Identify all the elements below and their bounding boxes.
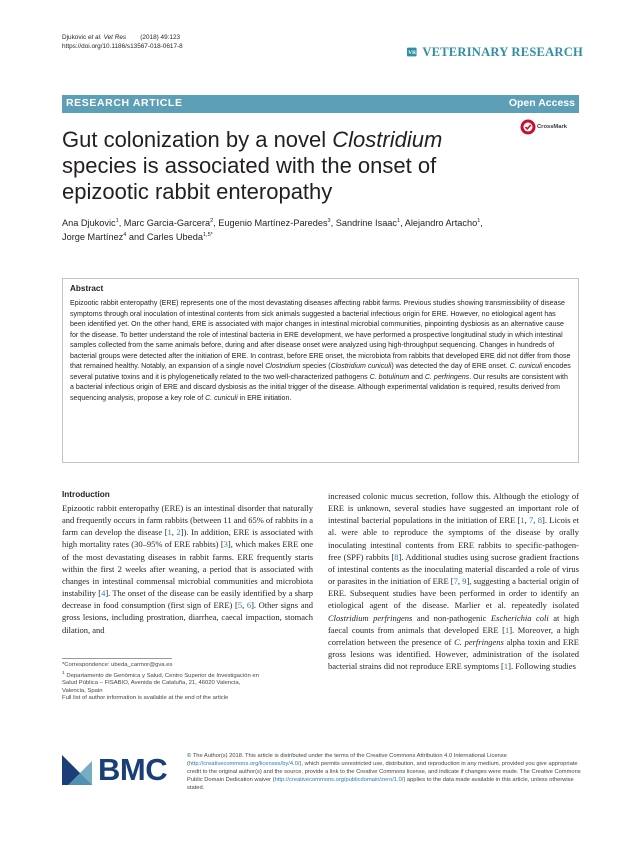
publisher-name: BMC bbox=[98, 752, 168, 787]
citation-journal: et al. Vet Res bbox=[87, 34, 127, 41]
citation-authors: Djukovic bbox=[62, 34, 87, 41]
title-part-2: species is associated with the onset of epizootic rabbit enteropathy bbox=[62, 153, 437, 204]
citation-link[interactable]: 3 bbox=[223, 539, 228, 550]
crossmark-label: CrossMark bbox=[537, 124, 567, 130]
author-info-note: Full list of author information is available at the end of the article bbox=[62, 695, 229, 702]
title-part-1: Gut colonization by a novel bbox=[62, 127, 333, 152]
citation-link[interactable]: 7 bbox=[453, 576, 458, 587]
authors-and: and bbox=[128, 232, 145, 242]
crossmark-icon bbox=[520, 119, 536, 135]
doi-link[interactable]: https://doi.org/10.1186/s13567-018-0617-8 bbox=[62, 43, 183, 50]
journal-logo bbox=[407, 38, 583, 66]
citation-link[interactable]: 6 bbox=[246, 600, 252, 611]
abstract-heading: Abstract bbox=[70, 284, 104, 293]
article-type-band bbox=[62, 95, 579, 113]
citation-link[interactable]: 1 bbox=[167, 527, 172, 538]
abstract-text: Epizootic rabbit enteropathy (ERE) represents one of the most devastating diseases affecting rabbit farms. Previous studies showing transmissibility of disease symptoms through oral inoculation of intestinal contents from sick animals suggested a bacterial infectious origin for ERE. However, no etiological agent has been identified yet. On the other hand, ERE is associated with major changes in intestinal microbial communities, pinpointing dysbiosis as an alternative cause for the disease. To better understand the role of intestinal bacteria in ERE development, we have performed a prospective longitudinal study in which intestinal samples collected from the same animals before, during and after disease onset were analyzed using high-throughput sequencing. Changes in hundreds of bacterial groups were detected after the initiation of ERE. In contrast, before ERE onset, the microbiota from rabbits that developed ERE did not differ from those that remained healthy. Notably, an expansion of a single novel Clostridium species (Clostridium cuniculi) was detected the day of ERE onset. C. cuniculi encodes several putative toxins and it is phylogenetically related to the two well-characterized pathogens C. botulinum and C. perfringens. Our results are consistent with a bacterial infectious origin of ERE and discard dysbiosis as the initial trigger of the disease. Although experimental validation is required, results derived from sequencing analysis, propose a key role of C. cuniculi in ERE initiation. bbox=[70, 300, 571, 402]
publisher-logo bbox=[62, 752, 167, 788]
citation-link[interactable]: 8 bbox=[394, 551, 399, 562]
citation-link[interactable]: 1 bbox=[504, 624, 510, 635]
bmc-logo-icon bbox=[62, 755, 92, 785]
citation-year-volume: (2018) 49:123 bbox=[140, 34, 181, 41]
title-genus: Clostridium bbox=[332, 127, 443, 152]
introduction-paragraph: Epizootic rabbit enteropathy (ERE) is an intestinal disorder that naturally and frequently occurs in farm rabbits (between 11 and 65% of rabbits in a farm can develop the disease [1, 2]). In addition, ERE is associated with high mortality rates (30–95% of ERE rabbits) [3], which makes ERE one of the most devastating diseases in rabbit farms. ERE frequently starts within the first 2 weeks after weaning, a period that is associated with changes in intestinal commensal microbial communities and microbiota instability [4]. The onset of the disease can be easily identified by a sharp decrease in food consumption (first sign of ERE) [5, 6]. Other signs and gross lesions, including prostration, diarrhea, caecal impaction, stomach dilation, and bbox=[62, 503, 314, 635]
citation-link[interactable]: 5 bbox=[237, 600, 243, 611]
footnote-divider bbox=[62, 658, 172, 659]
running-header-citation bbox=[62, 33, 183, 51]
vr-logo-icon bbox=[407, 38, 417, 66]
citation-link[interactable]: 2 bbox=[176, 527, 181, 538]
citation-link[interactable]: 4 bbox=[101, 588, 106, 599]
author[interactable]: Eugenio Martínez-Paredes$^3$ bbox=[218, 217, 331, 228]
license-statement: © The Author(s) 2018. This article is distributed under the terms of the Creative Commons Attribution 4.0 International License (http://creativecommons.org/licenses/by/4.0/), which permits unrestricted use, distribution, and reproduction in any medium, provided you give appropriate credit to the original author(s) and the source, provide a link to the Creative Commons license, and indicate if changes were made. The Creative Commons Public Domain Dedication waiver (http://creativecommons.org/publicdomain/zero/1.0/) applies to the data made available in this article, unless otherwise stated. bbox=[187, 753, 581, 792]
article-title bbox=[62, 127, 502, 205]
license-link[interactable]: http://creativecommons.org/licenses/by/4.0/ bbox=[188, 761, 300, 768]
citation-link[interactable]: 9 bbox=[462, 576, 467, 587]
citation-link[interactable]: 8 bbox=[537, 515, 542, 526]
affiliation-note: $^1$ Departamento de Genómica y Salud, Centro Superior de Investigación en Salud Pública – FISABIO, Avenida de Cataluña, 21, 46020 Valencia, Valencia, Spain bbox=[62, 670, 259, 694]
citation-link[interactable]: 7 bbox=[529, 515, 534, 526]
author[interactable]: Sandrine Isaac$^1$ bbox=[335, 217, 401, 228]
author-list: Ana Djukovic$^1$, Marc Garcia-Garcera$^2$, Eugenio Martínez-Paredes$^3$, Sandrine Isaac$^1$, Alejandro Artacho$^1$, Jorge Martínez$^4$ and Carles Ubeda$^{1,5*}$ bbox=[62, 217, 483, 242]
introduction-heading: Introduction bbox=[62, 490, 110, 499]
author[interactable]: Jorge Martínez$^4$ bbox=[62, 231, 127, 242]
body-column-right bbox=[328, 490, 579, 672]
journal-name: VETERINARY RESEARCH bbox=[422, 44, 583, 59]
author[interactable]: Alejandro Artacho$^1$ bbox=[404, 217, 481, 228]
public-domain-link[interactable]: http://creativecommons.org/publicdomain/zero/1.0/ bbox=[274, 777, 404, 784]
author[interactable]: Carles Ubeda$^{1,5*}$ bbox=[146, 231, 213, 242]
abstract-box bbox=[62, 278, 579, 463]
footnotes bbox=[62, 662, 262, 703]
correspondence-note: *Correspondence: ubeda_carmor@gva.es bbox=[62, 662, 173, 668]
body-column-left bbox=[62, 490, 313, 636]
author[interactable]: Marc Garcia-Garcera$^2$ bbox=[123, 217, 214, 228]
crossmark-badge[interactable] bbox=[520, 119, 567, 135]
author[interactable]: Ana Djukovic$^1$ bbox=[62, 217, 119, 228]
citation-link[interactable]: 1 bbox=[503, 661, 509, 672]
vr-logo-letters: VR bbox=[408, 50, 417, 57]
article-type: RESEARCH ARTICLE bbox=[66, 97, 183, 109]
open-access-label: Open Access bbox=[508, 97, 575, 109]
introduction-paragraph-continued: increased colonic mucus secretion, follow this. Although the etiology of ERE is unknown, several studies have suggested an important role of intestinal bacterial populations in the initiation of ERE [1, 7, 8]. Licois et al. were able to reproduce the symptoms of the disease by orally inoculating intestinal contents from ERE rabbits to specific-pathogen-free (SPF) rabbits [8]. Additional studies using sucrose gradient fractions of intestinal contents as the inoculating material discarded a role of virus or parasites in the initiation of ERE [7, 9], suggesting a bacterial origin of ERE. Subsequent studies have been performed in order to identify an etiological agent of the disease. Marlier et al. repeatedly isolated Clostridium perfringens and non-pathogenic Escherichia coli at high faecal counts from animals that developed ERE [1]. Moreover, a high correlation between the presence of C. perfringens alpha toxin and ERE gross lesions was identified. However, administration of the isolated bacterial strains did not reproduce ERE symptoms [1]. Following studies bbox=[328, 491, 580, 672]
citation-link[interactable]: 1 bbox=[520, 515, 525, 526]
